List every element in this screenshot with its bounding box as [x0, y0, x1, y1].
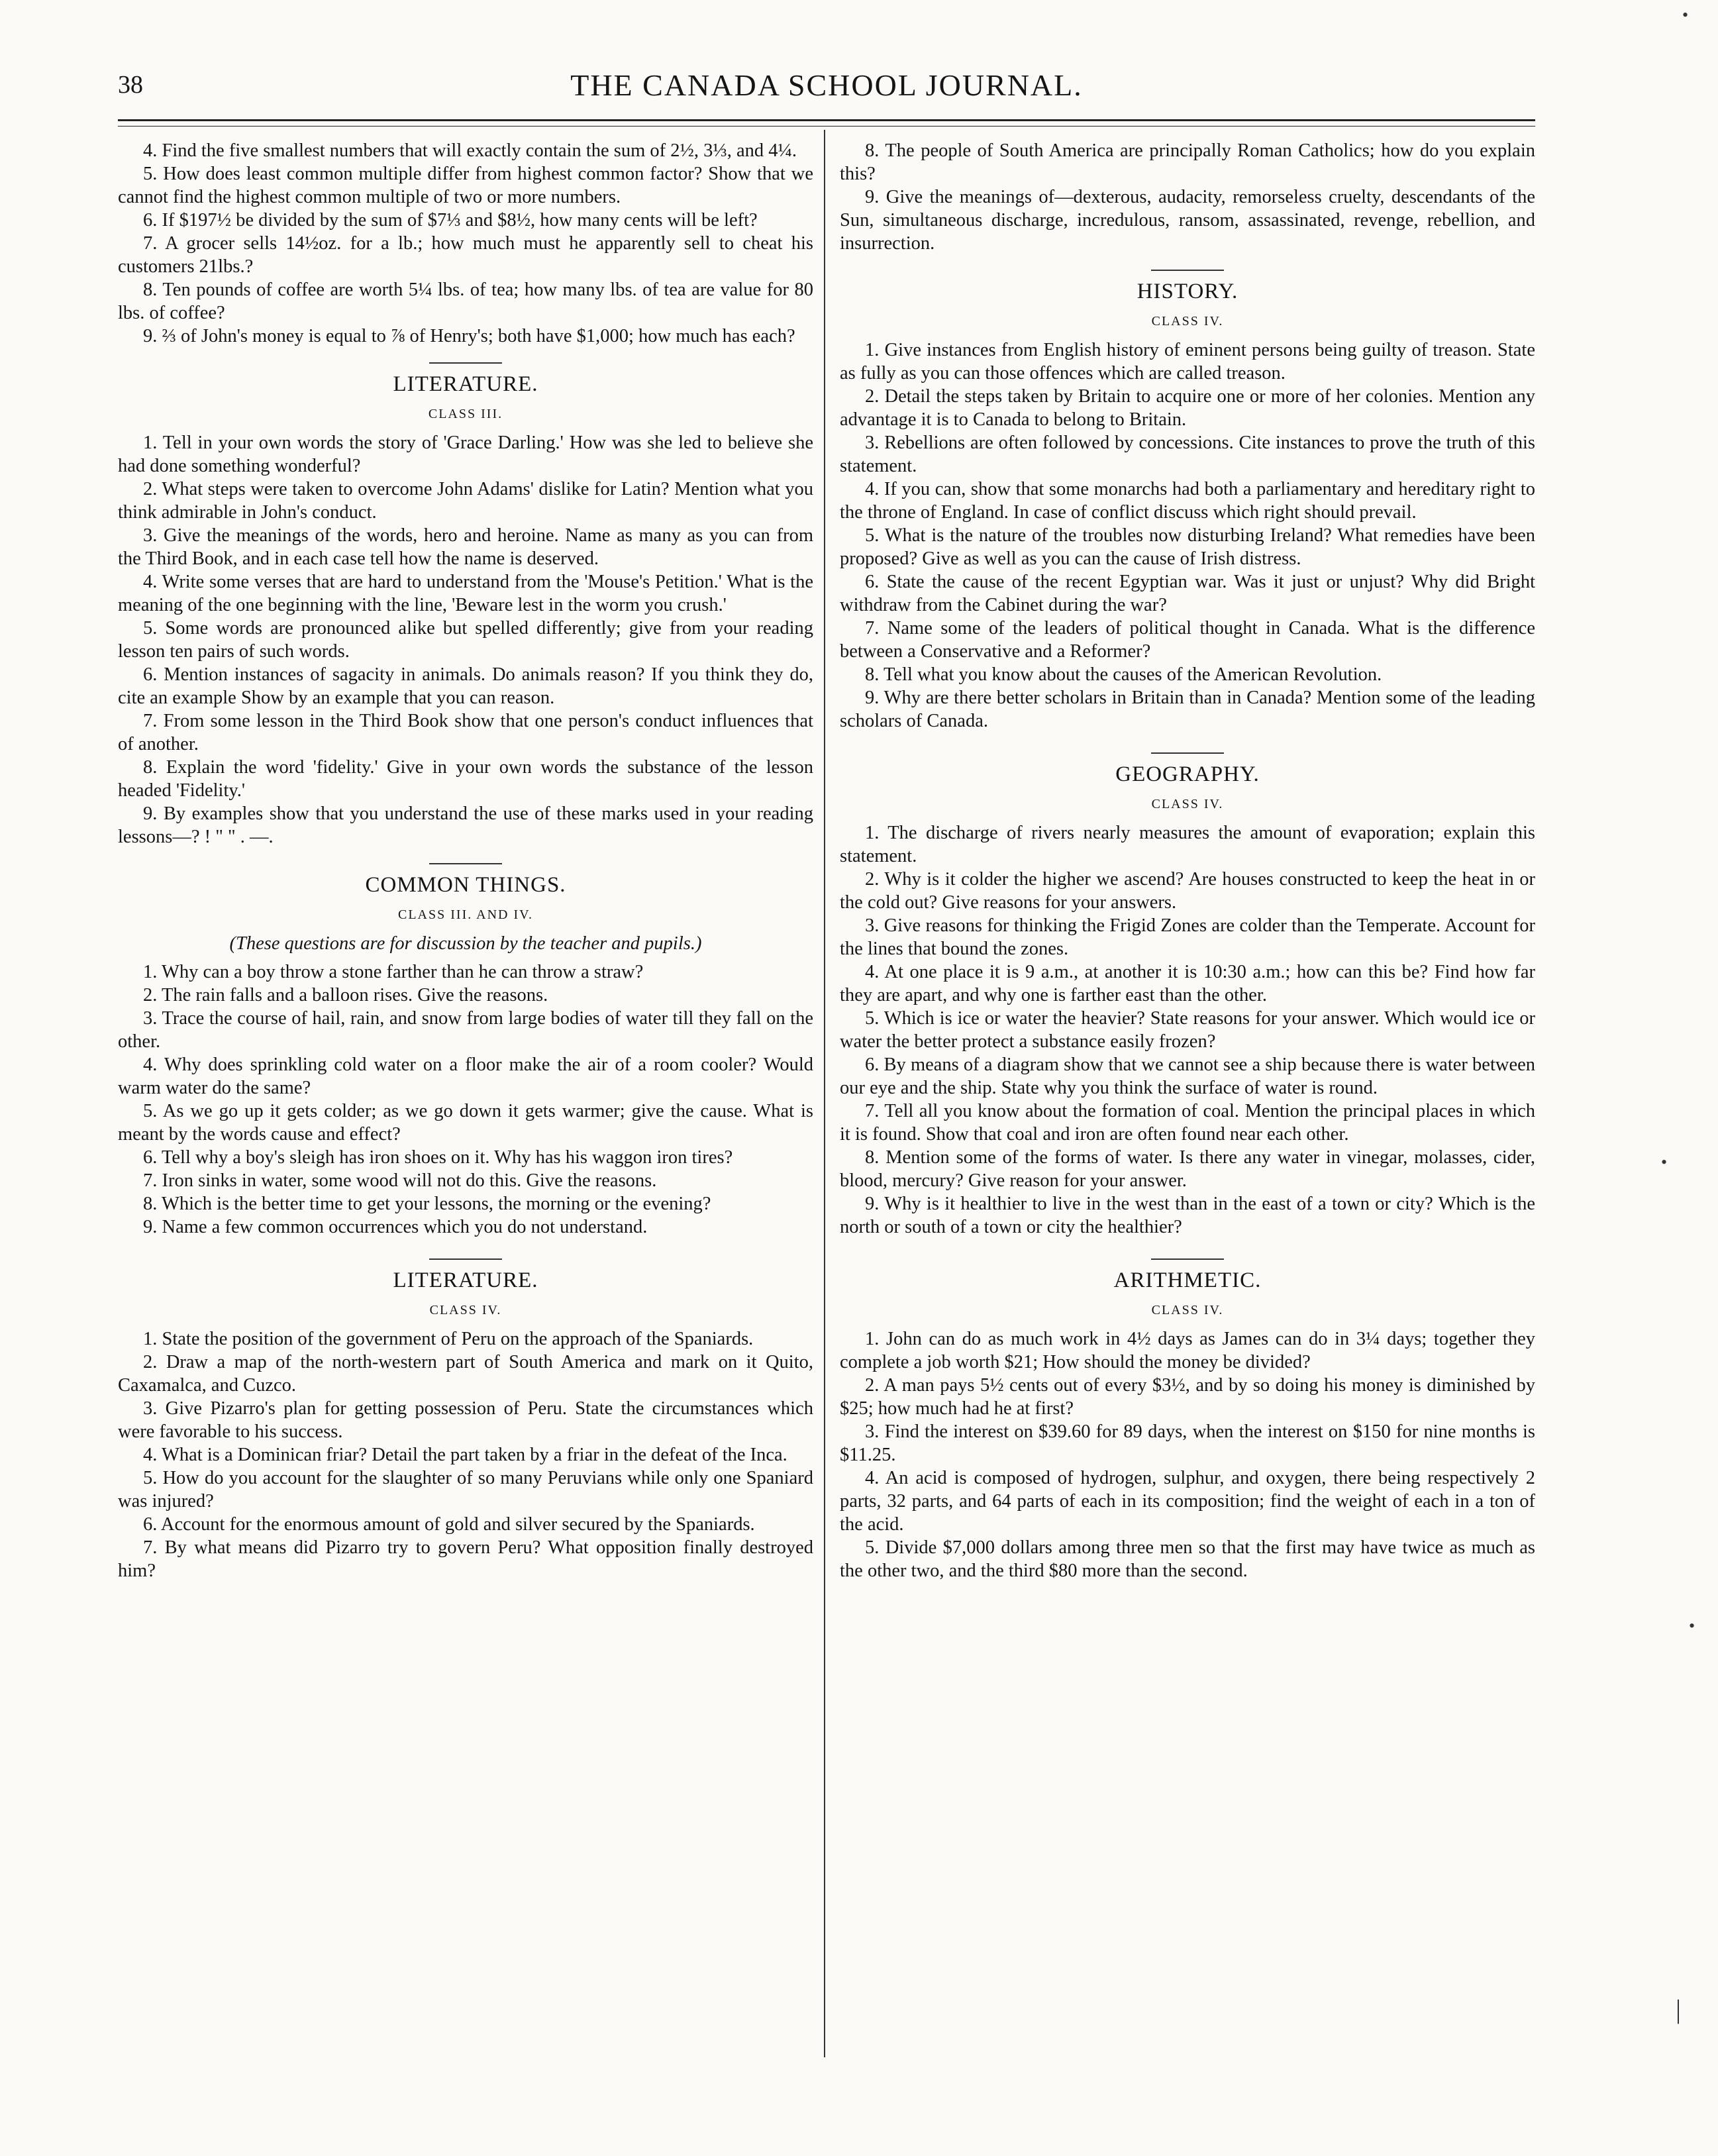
question-item: 2. Draw a map of the north-western part of South America and mark on it Quito, Caxamalca, and Cuzco.	[118, 1352, 813, 1396]
question-item: 4. If you can, show that some monarchs had both a parliamentary and hereditary right to the throne of England. In case of conflict discuss which right should prevail.	[840, 479, 1535, 523]
question-item: 1. Tell in your own words the story of 'Grace Darling.' How was she led to believe she had done something wonderful?	[118, 433, 813, 476]
question-item: 9. Why are there better scholars in Britain than in Canada? Mention some of the leading scholars of Canada.	[840, 688, 1535, 731]
column-divider	[824, 130, 825, 2057]
question-item: 3. Give reasons for thinking the Frigid Zones are colder than the Temperate. Account for the lines that bound the zones.	[840, 915, 1535, 959]
literature-continued-section	[840, 139, 1535, 255]
class-label: CLASS IV.	[1151, 314, 1224, 329]
section-heading: HISTORY.	[1137, 280, 1238, 303]
question-item: 8. The people of South America are principally Roman Catholics; how do you explain this?	[840, 140, 1535, 184]
question-item: 9. Name a few common occurrences which you do not understand.	[143, 1217, 648, 1237]
question-item: 6. Account for the enormous amount of gold and silver secured by the Spaniards.	[143, 1514, 755, 1535]
class-label: CLASS III. AND IV.	[398, 907, 533, 922]
section-separator	[1151, 1258, 1224, 1260]
question-item: 8. Mention some of the forms of water. Is there any water in vinegar, molasses, cider, blood, mercury? Give reason for your answer.	[840, 1147, 1535, 1191]
question-item: 6. Mention instances of sagacity in animals. Do animals reason? If you think they do, cite an example Show by an example that you can reason.	[118, 664, 813, 708]
question-item: 2. The rain falls and a balloon rises. Give the reasons.	[143, 985, 548, 1005]
question-item: 4. Find the five smallest numbers that will exactly contain the sum of 2½, 3⅓, and 4¼.	[143, 140, 797, 161]
question-item: 1. The discharge of rivers nearly measures the amount of evaporation; explain this statement.	[840, 823, 1535, 866]
question-item: 3. Give the meanings of the words, hero and heroine. Name as many as you can from the Third Book, and in each case tell how the name is deserved.	[118, 525, 813, 569]
question-item: 6. By means of a diagram show that we cannot see a ship because there is water between our eye and the ship. State why you think the surface of water is round.	[840, 1054, 1535, 1098]
question-item: 9. By examples show that you understand the use of these marks used in your reading lessons—? ! " " . —.	[118, 803, 813, 847]
question-item: 2. A man pays 5½ cents out of every $3½, and by so doing his money is diminished by $25; how much had he at first?	[840, 1375, 1535, 1419]
class-label: CLASS III.	[428, 407, 503, 421]
question-item: 5. As we go up it gets colder; as we go down it gets warmer; give the cause. What is meant by the words cause and effect?	[118, 1101, 813, 1145]
journal-title: THE CANADA SCHOOL JOURNAL.	[570, 68, 1083, 102]
question-item: 9. Why is it healthier to live in the west than in the east of a town or city? Which is the north or south of a town or city the healthier?	[840, 1194, 1535, 1237]
question-item: 2. Detail the steps taken by Britain to acquire one or more of her colonies. Mention any advantage it is to Canada to belong to Britain.	[840, 386, 1535, 430]
question-item: 1. Give instances from English history of eminent persons being guilty of treason. State as fully as you can those offences which are called treason.	[840, 340, 1535, 384]
section-separator	[429, 362, 502, 364]
question-item: 7. Tell all you know about the formation of coal. Mention the principal places in which it is found. Show that coal and iron are often found near each other.	[840, 1101, 1535, 1145]
literature-class-iii-section	[118, 370, 813, 848]
class-label: CLASS IV.	[1151, 797, 1224, 811]
scan-speck: •	[1689, 1616, 1695, 1635]
section-separator	[1151, 270, 1224, 271]
question-item: 6. If $197½ be divided by the sum of $7⅓ and $8½, how many cents will be left?	[143, 210, 758, 231]
question-item: 7. A grocer sells 14½oz. for a lb.; how much must he apparently sell to cheat his customers 21lbs.?	[118, 233, 813, 277]
arithmetic-section	[840, 1266, 1535, 1582]
scan-speck: |	[1676, 1994, 1682, 2024]
literature-class-iv-section	[118, 1266, 813, 1582]
section-heading: LITERATURE.	[393, 372, 538, 396]
header-rule-thin	[118, 126, 1535, 127]
question-item: 2. Why is it colder the higher we ascend? Are houses constructed to keep the heat in or the cold out? Give reasons for your answers.	[840, 869, 1535, 913]
header-rule	[118, 119, 1535, 121]
page-number: 38	[118, 71, 143, 99]
question-item: 9. ⅔ of John's money is equal to ⅞ of Henry's; both have $1,000; how much has each?	[143, 326, 795, 346]
question-item: 4. At one place it is 9 a.m., at another it is 10:30 a.m.; how can this be? Find how far they are apart, and why one is farther east than the other.	[840, 962, 1535, 1005]
scan-speck: •	[1661, 1153, 1668, 1172]
section-heading: COMMON THINGS.	[365, 873, 566, 897]
left-column	[118, 139, 813, 1582]
question-item: 6. Tell why a boy's sleigh has iron shoes on it. Why has his waggon iron tires?	[143, 1147, 733, 1168]
question-item: 4. What is a Dominican friar? Detail the part taken by a friar in the defeat of the Inca.	[143, 1445, 787, 1465]
question-item: 7. From some lesson in the Third Book show that one person's conduct influences that of another.	[118, 711, 813, 754]
question-item: 4. Write some verses that are hard to understand from the 'Mouse's Petition.' What is the meaning of the one beginning with the line, 'Beware lest in the worm you crush.'	[118, 572, 813, 615]
question-item: 8. Tell what you know about the causes of the American Revolution.	[865, 664, 1382, 685]
question-item: 7. By what means did Pizarro try to govern Peru? What opposition finally destroyed him?	[118, 1537, 813, 1581]
section-separator	[429, 863, 502, 864]
question-item: 3. Trace the course of hail, rain, and snow from large bodies of water till they fall on the other.	[118, 1008, 813, 1052]
question-item: 7. Name some of the leaders of political thought in Canada. What is the difference between a Conservative and a Reformer?	[840, 618, 1535, 662]
geography-section	[840, 760, 1535, 1239]
question-item: 5. Which is ice or water the heavier? State reasons for your answer. Which would ice or water the better protect a substance easily frozen?	[840, 1008, 1535, 1052]
history-section	[840, 278, 1535, 733]
arithmetic-continued-section	[118, 139, 813, 348]
question-item: 3. Find the interest on $39.60 for 89 days, when the interest on $150 for nine months is $11.25.	[840, 1421, 1535, 1465]
right-column	[840, 139, 1535, 1582]
question-item: 5. Some words are pronounced alike but spelled differently; give from your reading lesson ten pairs of such words.	[118, 618, 813, 662]
page-header	[118, 64, 1535, 117]
section-heading: ARITHMETIC.	[1113, 1268, 1262, 1292]
question-item: 1. State the position of the government of Peru on the approach of the Spaniards.	[143, 1329, 754, 1349]
class-label: CLASS IV.	[1151, 1303, 1224, 1317]
question-item: 8. Explain the word 'fidelity.' Give in your own words the substance of the lesson headed 'Fidelity.'	[118, 757, 813, 801]
question-item: 3. Give Pizarro's plan for getting possession of Peru. State the circumstances which were favorable to his success.	[118, 1398, 813, 1442]
question-item: 5. How does least common multiple differ from highest common factor? Show that we cannot find the highest common multiple of two or more numbers.	[118, 164, 813, 207]
question-item: 3. Rebellions are often followed by concessions. Cite instances to prove the truth of this statement.	[840, 433, 1535, 476]
section-note: (These questions are for discussion by the teacher and pupils.)	[229, 933, 702, 954]
scan-speck: •	[1682, 5, 1689, 25]
question-item: 8. Ten pounds of coffee are worth 5¼ lbs. of tea; how many lbs. of tea are value for 80 lbs. of coffee?	[118, 280, 813, 323]
question-item: 7. Iron sinks in water, some wood will not do this. Give the reasons.	[143, 1170, 657, 1191]
section-separator	[1151, 752, 1224, 754]
question-item: 5. Divide $7,000 dollars among three men so that the first may have twice as much as the other two, and the third $80 more than the second.	[840, 1537, 1535, 1581]
question-item: 1. John can do as much work in 4½ days as James can do in 3¼ days; together they complete a job worth $21; How should the money be divided?	[840, 1329, 1535, 1372]
question-item: 4. An acid is composed of hydrogen, sulphur, and oxygen, there being respectively 2 parts, 32 parts, and 64 parts of each in its composition; find the weight of each in a ton of the acid.	[840, 1468, 1535, 1535]
section-heading: LITERATURE.	[393, 1268, 538, 1292]
question-item: 9. Give the meanings of—dexterous, audacity, remorseless cruelty, descendants of the Sun, simultaneous discharge, incredulous, ransom, assassinated, revenge, rebellion, and insurrection.	[840, 187, 1535, 254]
common-things-section	[118, 871, 813, 1239]
question-item: 5. How do you account for the slaughter of so many Peruvians while only one Spaniard was injured?	[118, 1468, 813, 1512]
question-item: 1. Why can a boy throw a stone farther than he can throw a straw?	[143, 962, 644, 982]
class-label: CLASS IV.	[429, 1303, 502, 1317]
question-item: 4. Why does sprinkling cold water on a floor make the air of a room cooler? Would warm water do the same?	[118, 1054, 813, 1098]
section-heading: GEOGRAPHY.	[1115, 762, 1260, 786]
question-item: 8. Which is the better time to get your lessons, the morning or the evening?	[143, 1194, 711, 1214]
question-item: 2. What steps were taken to overcome John Adams' dislike for Latin? Mention what you think admirable in John's conduct.	[118, 479, 813, 523]
section-separator	[429, 1258, 502, 1260]
question-item: 5. What is the nature of the troubles now disturbing Ireland? What remedies have been proposed? Give as well as you can the cause of Irish distress.	[840, 525, 1535, 569]
question-item: 6. State the cause of the recent Egyptian war. Was it just or unjust? Why did Bright withdraw from the Cabinet during the war?	[840, 572, 1535, 615]
